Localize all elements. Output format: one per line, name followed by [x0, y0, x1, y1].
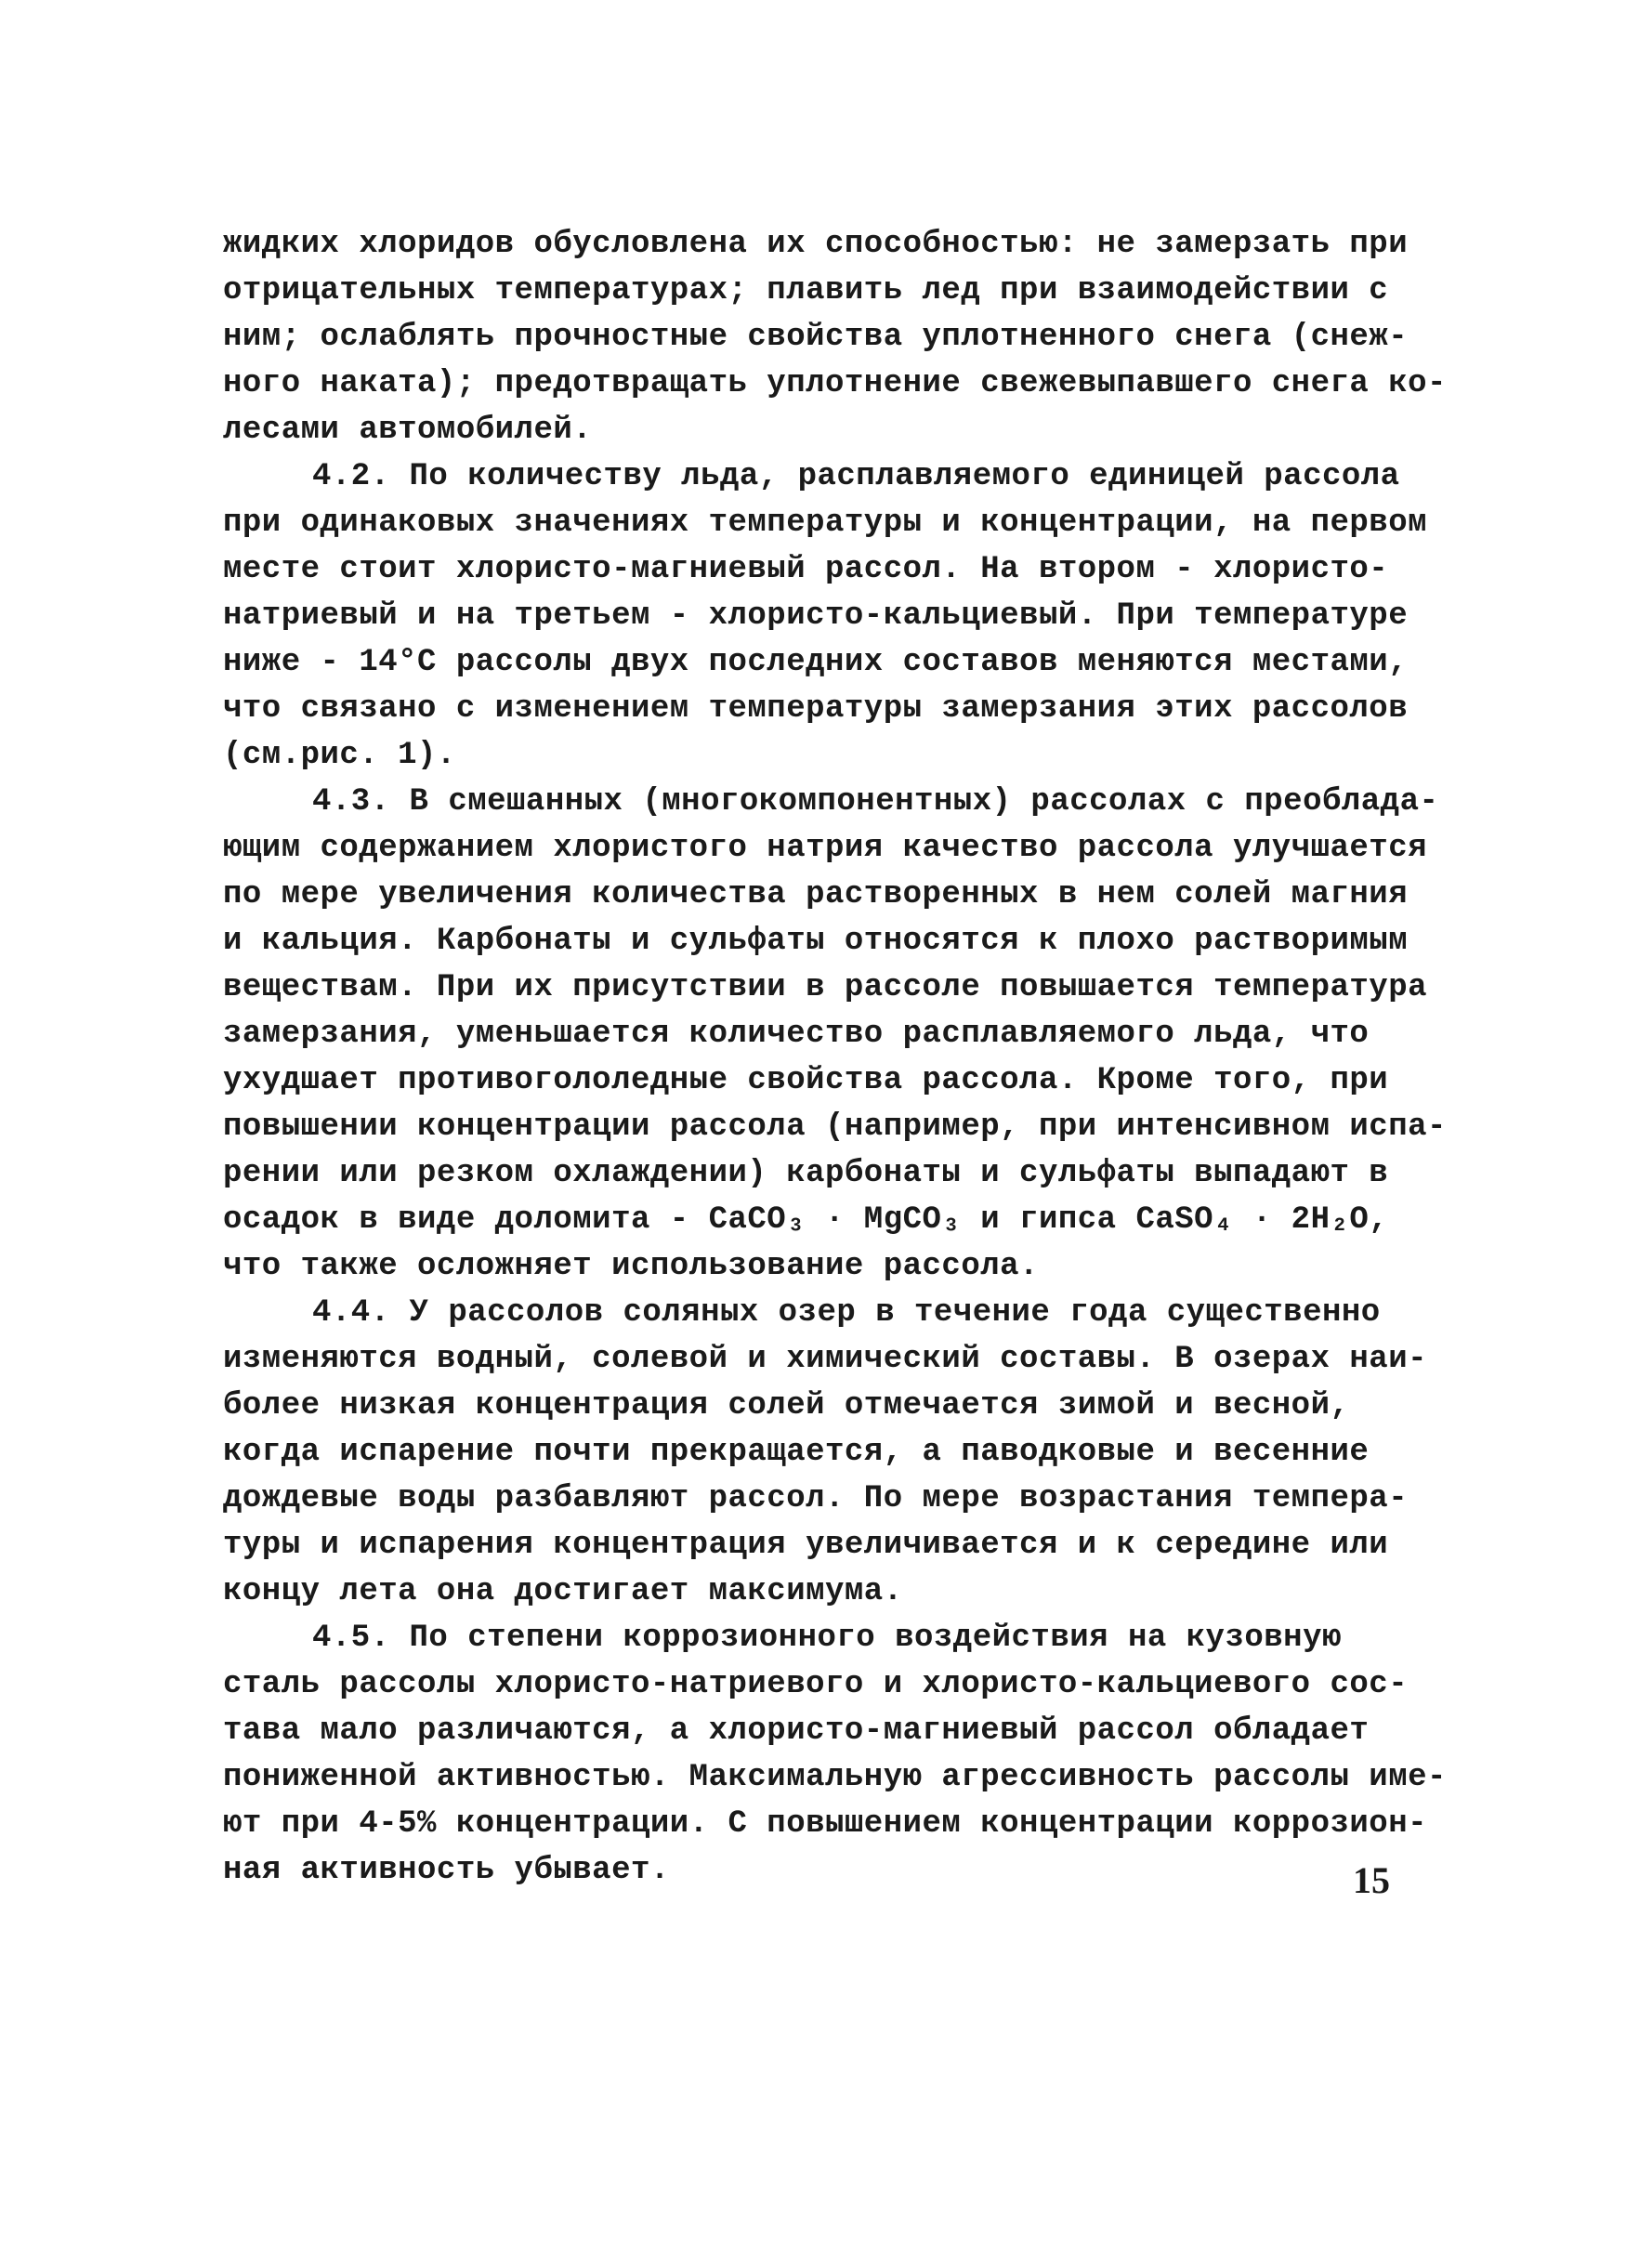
- text-line: изменяются водный, солевой и химический составы. В озерах наи-: [223, 1342, 1428, 1377]
- text-line: и кальция. Карбонаты и сульфаты относятся к плохо растворимым: [223, 924, 1409, 959]
- text-line: ного наката); предотвращать уплотнение свежевыпавшего снега ко-: [223, 366, 1447, 401]
- text-line: ют при 4-5% концентрации. С повышением концентрации коррозион-: [223, 1806, 1428, 1842]
- text-line: сталь рассолы хлористо-натриевого и хлористо-кальциевого сос-: [223, 1667, 1409, 1702]
- text-line: ниже - 14°С рассолы двух последних составов меняются местами,: [223, 645, 1409, 680]
- text-line: ним; ослаблять прочностные свойства уплотненного снега (снеж-: [223, 320, 1409, 355]
- text-line: 4.2. По количеству льда, расплавляемого единицей рассола: [312, 459, 1400, 494]
- text-line: дождевые воды разбавляют рассол. По мере возрастания темпера-: [223, 1481, 1409, 1516]
- text-line: пониженной активностью. Максимальную агрессивность рассолы име-: [223, 1760, 1447, 1795]
- text-line: туры и испарения концентрация увеличивается и к середине или: [223, 1528, 1389, 1563]
- text-line: 4.4. У рассолов соляных озер в течение года существенно: [312, 1295, 1381, 1331]
- text-line: что также осложняет использование рассола.: [223, 1249, 1039, 1284]
- text-line: осадок в виде доломита - CaCO₃ · MgCO₃ и гипса CaSO₄ · 2H₂O,: [223, 1202, 1389, 1238]
- text-line: ющим содержанием хлористого натрия качество рассола улучшается: [223, 831, 1428, 866]
- text-line: что связано с изменением температуры замерзания этих рассолов: [223, 691, 1409, 727]
- text-line: жидких хлоридов обусловлена их способностью: не замерзать при: [223, 227, 1409, 262]
- text-line: тава мало различаются, а хлористо-магниевый рассол обладает: [223, 1713, 1370, 1749]
- text-line: лесами автомобилей.: [223, 413, 593, 448]
- text-line: (см.рис. 1).: [223, 738, 456, 773]
- text-line: по мере увеличения количества растворенных в нем солей магния: [223, 877, 1409, 912]
- text-line: отрицательных температурах; плавить лед при взаимодействии с: [223, 273, 1389, 308]
- text-line: веществам. При их присутствии в рассоле повышается температура: [223, 970, 1428, 1005]
- text-line: ухудшает противогололедные свойства рассола. Кроме того, при: [223, 1063, 1389, 1098]
- text-line: при одинаковых значениях температуры и концентрации, на первом: [223, 505, 1428, 541]
- text-line: когда испарение почти прекращается, а паводковые и весенние: [223, 1435, 1370, 1470]
- page-number: 15: [1353, 1859, 1390, 1901]
- text-line: рении или резком охлаждении) карбонаты и сульфаты выпадают в: [223, 1156, 1389, 1191]
- text-line: месте стоит хлористо-магниевый рассол. На втором - хлористо-: [223, 552, 1389, 587]
- text-line: 4.3. В смешанных (многокомпонентных) рассолах с преоблада-: [312, 784, 1439, 820]
- text-line: ная активность убывает.: [223, 1853, 670, 1888]
- body-text: [223, 221, 1447, 1894]
- text-line: более низкая концентрация солей отмечается зимой и весной,: [223, 1388, 1350, 1424]
- text-line: повышении концентрации рассола (например, при интенсивном испа-: [223, 1109, 1447, 1145]
- text-line: натриевый и на третьем - хлористо-кальциевый. При температуре: [223, 598, 1409, 634]
- text-line: замерзания, уменьшается количество расплавляемого льда, что: [223, 1017, 1370, 1052]
- text-line: 4.5. По степени коррозионного воздействия на кузовную: [312, 1621, 1342, 1656]
- text-line: концу лета она достигает максимума.: [223, 1574, 903, 1609]
